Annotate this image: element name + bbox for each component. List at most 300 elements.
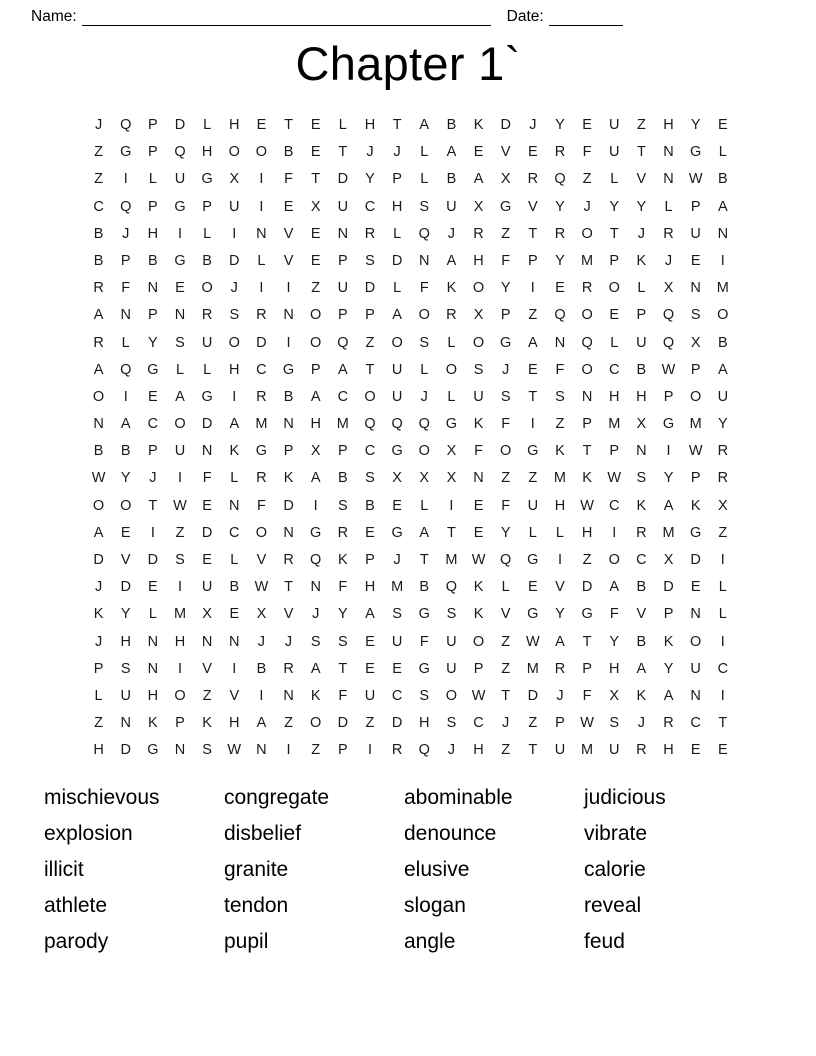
grid-cell[interactable]: X xyxy=(717,497,728,514)
grid-cell[interactable]: H xyxy=(229,715,240,732)
grid-cell[interactable]: Z xyxy=(528,470,538,487)
grid-cell[interactable]: V xyxy=(500,606,511,623)
grid-cell[interactable]: V xyxy=(120,552,131,568)
grid-cell[interactable]: V xyxy=(283,252,294,269)
grid-cell[interactable]: I xyxy=(177,225,182,242)
grid-cell[interactable]: G xyxy=(662,416,675,433)
grid-cell[interactable]: I xyxy=(123,171,128,188)
grid-cell[interactable]: P xyxy=(582,660,592,677)
grid-cell[interactable]: U xyxy=(229,198,240,215)
grid-cell[interactable]: H xyxy=(147,225,159,242)
grid-cell[interactable]: U xyxy=(527,497,539,514)
grid-cell[interactable]: H xyxy=(120,633,131,650)
grid-cell[interactable]: M xyxy=(662,524,675,541)
grid-cell[interactable]: B xyxy=(419,579,430,596)
grid-cell[interactable]: V xyxy=(283,225,294,242)
grid-cell[interactable]: U xyxy=(201,334,213,351)
grid-cell[interactable]: F xyxy=(582,144,592,161)
grid-cell[interactable]: E xyxy=(527,579,538,596)
grid-cell[interactable]: G xyxy=(527,606,539,623)
grid-cell[interactable]: J xyxy=(420,388,428,405)
grid-cell[interactable]: X xyxy=(256,606,267,623)
grid-cell[interactable]: T xyxy=(392,117,402,133)
grid-cell[interactable]: O xyxy=(418,443,430,460)
grid-cell[interactable]: A xyxy=(93,524,104,541)
grid-cell[interactable]: H xyxy=(229,361,240,378)
grid-cell[interactable]: N xyxy=(147,280,159,297)
grid-cell[interactable]: Q xyxy=(418,416,430,433)
grid-cell[interactable]: A xyxy=(338,361,348,378)
grid-cell[interactable]: Z xyxy=(94,144,103,161)
grid-cell[interactable]: M xyxy=(445,552,458,568)
grid-cell[interactable]: P xyxy=(175,715,185,732)
grid-cell[interactable]: D xyxy=(120,579,131,596)
grid-cell[interactable]: V xyxy=(256,552,267,568)
grid-cell[interactable]: X xyxy=(392,470,402,487)
grid-cell[interactable]: I xyxy=(177,579,182,596)
grid-cell[interactable]: O xyxy=(201,280,213,297)
grid-cell[interactable]: A xyxy=(310,470,321,487)
grid-cell[interactable]: A xyxy=(663,497,674,514)
grid-cell[interactable]: W xyxy=(580,497,594,514)
grid-cell[interactable]: O xyxy=(174,416,186,433)
grid-cell[interactable]: I xyxy=(259,687,264,704)
grid-cell[interactable]: N xyxy=(201,633,213,650)
grid-cell[interactable]: L xyxy=(718,579,727,596)
grid-cell[interactable]: J xyxy=(637,225,645,242)
grid-cell[interactable]: E xyxy=(175,280,185,297)
grid-cell[interactable]: O xyxy=(418,307,430,324)
grid-cell[interactable]: E xyxy=(717,117,728,133)
grid-cell[interactable]: N xyxy=(283,687,294,704)
grid-cell[interactable]: B xyxy=(120,443,131,460)
grid-cell[interactable]: Z xyxy=(175,524,185,541)
grid-cell[interactable]: B xyxy=(717,334,728,351)
grid-cell[interactable]: K xyxy=(283,470,294,487)
grid-cell[interactable]: J xyxy=(556,687,564,704)
grid-cell[interactable]: E xyxy=(717,742,728,759)
grid-cell[interactable]: I xyxy=(177,470,182,487)
grid-cell[interactable]: S xyxy=(365,252,375,269)
grid-cell[interactable]: A xyxy=(636,660,647,677)
grid-cell[interactable]: P xyxy=(338,252,348,269)
grid-cell[interactable]: O xyxy=(255,524,268,541)
grid-cell[interactable]: F xyxy=(338,579,348,596)
grid-cell[interactable]: Y xyxy=(120,606,131,623)
word-list-item[interactable]: slogan xyxy=(404,894,466,917)
grid-cell[interactable]: E xyxy=(527,144,538,161)
grid-cell[interactable]: S xyxy=(636,470,647,487)
grid-cell[interactable]: N xyxy=(256,225,267,242)
grid-cell[interactable]: B xyxy=(202,252,212,269)
grid-cell[interactable]: R xyxy=(364,225,376,242)
grid-cell[interactable]: P xyxy=(338,742,348,759)
grid-cell[interactable]: U xyxy=(337,198,349,215)
grid-cell[interactable]: F xyxy=(419,633,429,650)
grid-cell[interactable]: I xyxy=(720,552,725,568)
grid-cell[interactable]: E xyxy=(310,225,321,242)
grid-cell[interactable]: O xyxy=(364,388,376,405)
grid-cell[interactable]: Q xyxy=(418,742,430,759)
grid-cell[interactable]: E xyxy=(310,117,321,133)
grid-cell[interactable]: U xyxy=(609,742,620,759)
grid-cell[interactable]: B xyxy=(338,470,348,487)
grid-cell[interactable]: R xyxy=(554,225,566,242)
grid-cell[interactable]: D xyxy=(500,117,511,133)
grid-cell[interactable]: D xyxy=(337,715,349,732)
grid-cell[interactable]: H xyxy=(663,117,674,133)
grid-cell[interactable]: P xyxy=(663,388,674,405)
grid-cell[interactable]: L xyxy=(637,280,646,297)
grid-cell[interactable]: P xyxy=(555,715,565,732)
grid-cell[interactable]: N xyxy=(283,524,294,541)
grid-cell[interactable]: N xyxy=(663,171,674,188)
grid-cell[interactable]: T xyxy=(446,524,456,541)
grid-cell[interactable]: A xyxy=(609,579,620,596)
grid-cell[interactable]: E xyxy=(690,252,701,269)
grid-cell[interactable]: L xyxy=(338,117,347,133)
grid-cell[interactable]: N xyxy=(419,252,430,269)
grid-cell[interactable]: W xyxy=(607,470,622,487)
grid-cell[interactable]: G xyxy=(391,443,403,460)
grid-cell[interactable]: S xyxy=(175,552,185,568)
grid-cell[interactable]: N xyxy=(554,334,566,351)
grid-cell[interactable]: Y xyxy=(555,606,565,623)
grid-cell[interactable]: I xyxy=(449,497,454,514)
grid-cell[interactable]: Y xyxy=(609,198,620,215)
grid-cell[interactable]: J xyxy=(94,117,103,133)
grid-cell[interactable]: E xyxy=(365,660,375,677)
grid-cell[interactable]: G xyxy=(500,198,512,215)
grid-cell[interactable]: L xyxy=(610,334,619,351)
grid-cell[interactable]: B xyxy=(229,579,240,596)
grid-cell[interactable]: Y xyxy=(120,470,131,487)
grid-cell[interactable]: D xyxy=(93,552,104,568)
grid-cell[interactable]: C xyxy=(229,524,240,541)
grid-cell[interactable]: A xyxy=(717,198,728,215)
grid-cell[interactable]: B xyxy=(365,497,375,514)
grid-cell[interactable]: R xyxy=(663,715,674,732)
grid-cell[interactable]: U xyxy=(391,361,403,378)
grid-cell[interactable]: J xyxy=(122,225,130,242)
grid-cell[interactable]: T xyxy=(528,225,538,242)
grid-cell[interactable]: L xyxy=(203,361,212,378)
grid-cell[interactable]: F xyxy=(419,280,429,297)
grid-cell[interactable]: N xyxy=(690,687,701,704)
word-list-item[interactable]: disbelief xyxy=(224,822,302,845)
grid-cell[interactable]: U xyxy=(446,660,457,677)
grid-cell[interactable]: N xyxy=(120,715,131,732)
grid-cell[interactable]: C xyxy=(690,715,701,732)
grid-cell[interactable]: M xyxy=(173,606,187,623)
grid-cell[interactable]: I xyxy=(286,280,291,297)
grid-cell[interactable]: R xyxy=(527,171,539,188)
grid-cell[interactable]: I xyxy=(313,497,318,514)
grid-cell[interactable]: C xyxy=(717,660,729,677)
grid-cell[interactable]: X xyxy=(500,171,511,188)
grid-cell[interactable]: R xyxy=(636,742,647,759)
grid-cell[interactable]: D xyxy=(201,524,213,541)
grid-cell[interactable]: J xyxy=(94,633,103,650)
grid-cell[interactable]: L xyxy=(447,388,456,405)
grid-cell[interactable]: M xyxy=(581,742,594,759)
grid-cell[interactable]: D xyxy=(120,742,131,759)
grid-cell[interactable]: P xyxy=(148,307,158,324)
grid-cell[interactable]: Y xyxy=(690,117,701,133)
grid-cell[interactable]: F xyxy=(501,416,511,433)
grid-cell[interactable]: M xyxy=(553,470,566,487)
grid-cell[interactable]: X xyxy=(446,443,457,460)
grid-cell[interactable]: R xyxy=(473,225,484,242)
grid-cell[interactable]: A xyxy=(663,687,674,704)
grid-cell[interactable]: S xyxy=(338,633,348,650)
grid-cell[interactable]: S xyxy=(473,361,484,378)
grid-cell[interactable]: K xyxy=(663,633,674,650)
grid-cell[interactable]: R xyxy=(337,524,349,541)
grid-cell[interactable]: Z xyxy=(94,715,103,732)
grid-cell[interactable]: G xyxy=(201,388,213,405)
grid-cell[interactable]: V xyxy=(283,606,294,623)
grid-cell[interactable]: F xyxy=(121,280,131,297)
grid-cell[interactable]: S xyxy=(555,388,565,405)
grid-cell[interactable]: B xyxy=(446,171,457,188)
grid-cell[interactable]: P xyxy=(120,252,131,269)
grid-cell[interactable]: S xyxy=(419,687,430,704)
grid-cell[interactable]: E xyxy=(229,606,240,623)
grid-cell[interactable]: Z xyxy=(365,715,375,732)
grid-cell[interactable]: J xyxy=(529,117,537,133)
grid-cell[interactable]: Q xyxy=(662,334,675,351)
grid-cell[interactable]: L xyxy=(148,171,157,188)
grid-cell[interactable]: S xyxy=(500,388,511,405)
grid-cell[interactable]: A xyxy=(93,361,104,378)
grid-cell[interactable]: K xyxy=(148,715,158,732)
grid-cell[interactable]: P xyxy=(609,252,620,269)
grid-cell[interactable]: L xyxy=(203,225,212,242)
grid-cell[interactable]: K xyxy=(473,416,484,433)
grid-cell[interactable]: Q xyxy=(554,171,566,188)
grid-cell[interactable]: L xyxy=(257,252,266,269)
grid-cell[interactable]: O xyxy=(472,633,485,650)
grid-cell[interactable]: X xyxy=(663,552,674,568)
word-list-item[interactable]: athlete xyxy=(44,894,108,917)
grid-cell[interactable]: R xyxy=(446,307,457,324)
grid-cell[interactable]: X xyxy=(609,687,620,704)
grid-cell[interactable]: O xyxy=(717,307,729,324)
grid-cell[interactable]: D xyxy=(337,171,349,188)
grid-cell[interactable]: V xyxy=(636,171,647,188)
grid-cell[interactable]: O xyxy=(92,497,105,514)
grid-cell[interactable]: I xyxy=(530,280,535,297)
grid-cell[interactable]: C xyxy=(93,198,104,215)
grid-cell[interactable]: G xyxy=(500,334,512,351)
grid-cell[interactable]: L xyxy=(393,280,402,297)
grid-cell[interactable]: M xyxy=(391,579,404,596)
grid-cell[interactable]: S xyxy=(120,660,131,677)
grid-cell[interactable]: T xyxy=(284,117,293,133)
grid-cell[interactable]: H xyxy=(554,497,566,514)
grid-cell[interactable]: Z xyxy=(636,117,646,133)
grid-cell[interactable]: U xyxy=(473,388,484,405)
grid-cell[interactable]: O xyxy=(500,443,512,460)
grid-cell[interactable]: P xyxy=(338,443,348,460)
grid-cell[interactable]: N xyxy=(717,225,729,242)
grid-cell[interactable]: X xyxy=(473,307,484,324)
grid-cell[interactable]: C xyxy=(364,198,376,215)
grid-cell[interactable]: R xyxy=(93,334,104,351)
grid-cell[interactable]: Y xyxy=(609,633,620,650)
grid-cell[interactable]: E xyxy=(148,388,158,405)
grid-cell[interactable]: T xyxy=(365,361,375,378)
grid-cell[interactable]: J xyxy=(664,252,673,269)
grid-cell[interactable]: D xyxy=(663,579,674,596)
grid-cell[interactable]: S xyxy=(609,715,620,732)
grid-cell[interactable]: N xyxy=(283,416,294,433)
grid-cell[interactable]: Q xyxy=(500,552,512,568)
grid-cell[interactable]: M xyxy=(716,280,729,297)
grid-cell[interactable]: R xyxy=(581,280,593,297)
grid-cell[interactable]: N xyxy=(256,742,267,759)
grid-cell[interactable]: I xyxy=(232,388,237,405)
grid-cell[interactable]: C xyxy=(636,552,647,568)
grid-cell[interactable]: I xyxy=(232,225,237,242)
grid-cell[interactable]: K xyxy=(473,579,484,596)
grid-cell[interactable]: G xyxy=(147,361,159,378)
grid-cell[interactable]: J xyxy=(149,470,157,487)
grid-cell[interactable]: E xyxy=(310,144,321,161)
word-list-item[interactable]: mischievous xyxy=(44,786,160,809)
grid-cell[interactable]: P xyxy=(148,144,158,161)
grid-cell[interactable]: P xyxy=(609,443,620,460)
grid-cell[interactable]: B xyxy=(93,443,104,460)
grid-cell[interactable]: Y xyxy=(365,171,375,188)
grid-cell[interactable]: I xyxy=(530,416,535,433)
grid-cell[interactable]: V xyxy=(555,579,565,596)
grid-cell[interactable]: V xyxy=(527,198,538,215)
grid-cell[interactable]: A xyxy=(392,307,402,324)
grid-cell[interactable]: H xyxy=(93,742,104,759)
grid-cell[interactable]: M xyxy=(336,416,349,433)
grid-cell[interactable]: A xyxy=(175,388,185,405)
grid-cell[interactable]: N xyxy=(120,307,131,324)
grid-cell[interactable]: T xyxy=(582,633,592,650)
grid-cell[interactable]: Z xyxy=(555,416,565,433)
grid-cell[interactable]: W xyxy=(688,171,703,188)
grid-cell[interactable]: Z xyxy=(582,552,592,568)
grid-cell[interactable]: Q xyxy=(662,307,675,324)
grid-cell[interactable]: A xyxy=(120,416,131,433)
grid-cell[interactable]: L xyxy=(420,497,429,514)
grid-cell[interactable]: Y xyxy=(555,198,565,215)
grid-cell[interactable]: S xyxy=(202,742,212,759)
grid-cell[interactable]: R xyxy=(93,280,104,297)
grid-cell[interactable]: L xyxy=(148,606,157,623)
grid-cell[interactable]: R xyxy=(717,470,729,487)
grid-cell[interactable]: O xyxy=(472,334,485,351)
grid-cell[interactable]: L xyxy=(420,171,429,188)
grid-cell[interactable]: A xyxy=(310,388,321,405)
grid-cell[interactable]: N xyxy=(337,225,349,242)
grid-cell[interactable]: I xyxy=(286,334,291,351)
grid-cell[interactable]: R xyxy=(391,742,403,759)
grid-cell[interactable]: T xyxy=(636,144,646,161)
grid-cell[interactable]: G xyxy=(527,443,539,460)
grid-cell[interactable]: T xyxy=(528,742,538,759)
grid-cell[interactable]: Y xyxy=(500,280,511,297)
grid-cell[interactable]: A xyxy=(365,606,375,623)
grid-cell[interactable]: O xyxy=(581,307,593,324)
grid-cell[interactable]: A xyxy=(310,660,321,677)
grid-cell[interactable]: D xyxy=(174,117,186,133)
grid-cell[interactable]: O xyxy=(608,552,620,568)
word-list-item[interactable]: calorie xyxy=(584,858,646,881)
grid-cell[interactable]: Z xyxy=(365,334,375,351)
grid-cell[interactable]: E xyxy=(202,497,212,514)
grid-cell[interactable]: E xyxy=(690,742,701,759)
grid-cell[interactable]: B xyxy=(636,579,647,596)
grid-cell[interactable]: X xyxy=(446,470,457,487)
grid-cell[interactable]: I xyxy=(150,524,155,541)
grid-cell[interactable]: N xyxy=(201,443,213,460)
grid-cell[interactable]: K xyxy=(446,280,457,297)
grid-cell[interactable]: G xyxy=(391,524,403,541)
grid-cell[interactable]: D xyxy=(283,497,294,514)
grid-cell[interactable]: K xyxy=(473,117,484,133)
word-list-item[interactable]: reveal xyxy=(584,894,642,917)
grid-cell[interactable]: N xyxy=(636,443,647,460)
grid-cell[interactable]: W xyxy=(227,742,242,759)
grid-cell[interactable]: G xyxy=(527,552,539,568)
grid-cell[interactable]: L xyxy=(501,579,510,596)
grid-cell[interactable]: B xyxy=(283,144,294,161)
grid-cell[interactable]: S xyxy=(229,307,240,324)
grid-cell[interactable]: A xyxy=(419,117,430,133)
grid-cell[interactable]: P xyxy=(690,361,701,378)
grid-cell[interactable]: O xyxy=(174,687,186,704)
grid-cell[interactable]: N xyxy=(690,606,701,623)
grid-cell[interactable]: Y xyxy=(148,334,158,351)
grid-cell[interactable]: I xyxy=(557,552,562,568)
grid-cell[interactable]: I xyxy=(720,687,725,704)
grid-cell[interactable]: P xyxy=(473,660,484,677)
grid-cell[interactable]: U xyxy=(391,388,403,405)
grid-cell[interactable]: G xyxy=(581,606,593,623)
grid-cell[interactable]: I xyxy=(367,742,372,759)
grid-cell[interactable]: W xyxy=(471,687,486,704)
word-search-grid[interactable] xyxy=(85,112,731,765)
grid-cell[interactable]: Q xyxy=(364,416,376,433)
grid-cell[interactable]: U xyxy=(391,633,403,650)
grid-cell[interactable]: E xyxy=(202,552,212,568)
grid-cell[interactable]: J xyxy=(583,198,591,215)
grid-cell[interactable]: J xyxy=(94,579,103,596)
grid-cell[interactable]: G xyxy=(282,361,295,378)
grid-cell[interactable]: G xyxy=(255,443,268,460)
grid-cell[interactable]: L xyxy=(610,171,619,188)
grid-cell[interactable]: S xyxy=(419,334,430,351)
grid-cell[interactable]: L xyxy=(393,225,402,242)
grid-cell[interactable]: N xyxy=(690,280,701,297)
grid-cell[interactable]: R xyxy=(554,660,566,677)
grid-cell[interactable]: N xyxy=(174,307,186,324)
grid-cell[interactable]: U xyxy=(690,225,701,242)
grid-cell[interactable]: H xyxy=(473,742,484,759)
grid-cell[interactable]: S xyxy=(175,334,185,351)
grid-cell[interactable]: D xyxy=(256,334,267,351)
grid-cell[interactable]: O xyxy=(310,307,322,324)
grid-cell[interactable]: G xyxy=(690,524,702,541)
grid-cell[interactable]: I xyxy=(666,443,671,460)
